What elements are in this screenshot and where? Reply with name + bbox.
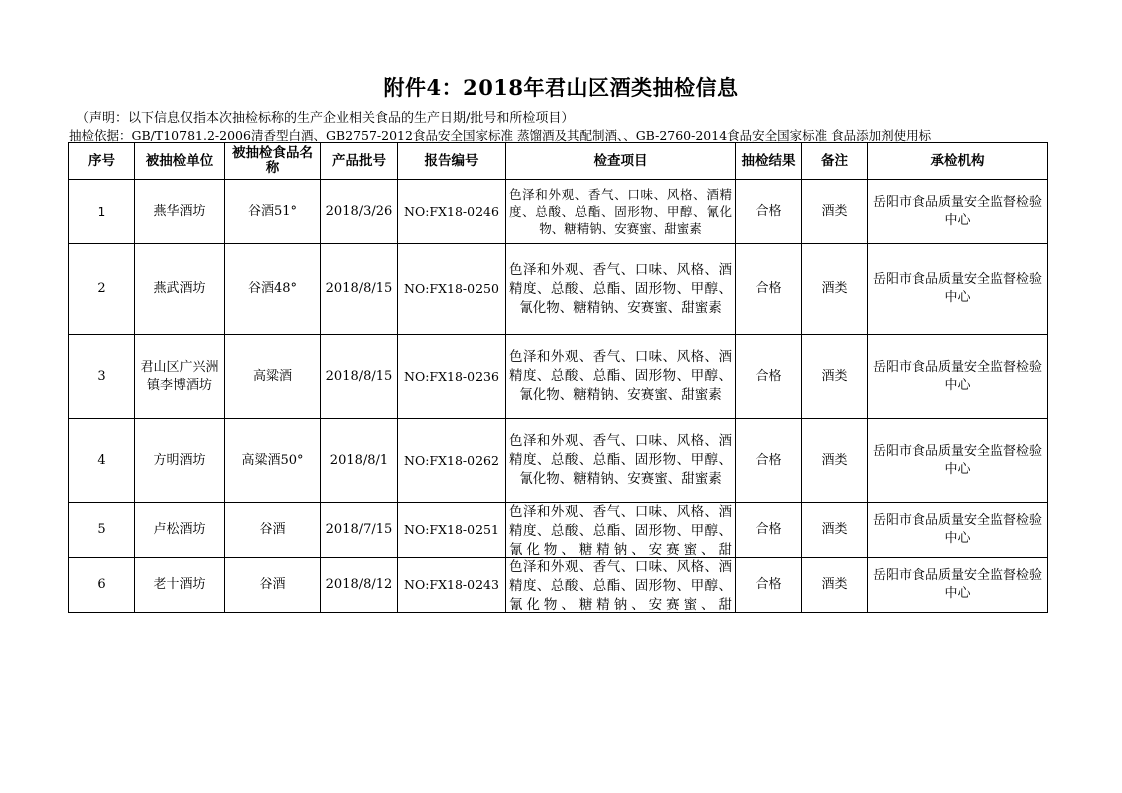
items-text: 色泽和外观、香气、口味、风格、酒精度、总酸、总酯、固形物、甲醇、氰化物、糖精钠、安赛蜜、甜蜜素 [509, 349, 732, 403]
cell-no: 6 [69, 558, 135, 613]
cell-report: NO:FX18-0262 [398, 419, 506, 503]
table-row [69, 503, 1048, 558]
cell-items [506, 244, 736, 335]
cell-lab: 岳阳市食品质量安全监督检验中心 [868, 419, 1048, 503]
cell-lab: 岳阳市食品质量安全监督检验中心 [868, 180, 1048, 244]
table-row [69, 419, 1048, 503]
cell-food: 谷酒 [225, 558, 321, 613]
cell-batch: 2018/8/15 [321, 244, 398, 335]
cell-result: 合格 [736, 558, 802, 613]
header-note: 备注 [802, 143, 868, 180]
header-batch: 产品批号 [321, 143, 398, 180]
cell-batch: 2018/3/26 [321, 180, 398, 244]
cell-report: NO:FX18-0243 [398, 558, 506, 613]
cell-note: 酒类 [802, 558, 868, 613]
cell-items [506, 335, 736, 419]
cell-batch: 2018/8/15 [321, 335, 398, 419]
cell-food: 谷酒48° [225, 244, 321, 335]
cell-batch: 2018/8/1 [321, 419, 398, 503]
cell-result: 合格 [736, 503, 802, 558]
table-row [69, 335, 1048, 419]
cell-lab: 岳阳市食品质量安全监督检验中心 [868, 558, 1048, 613]
items-text: 色泽和外观、香气、口味、风格、酒精度、总酸、总酯、固形物、甲醇、氰化物、糖精钠、安赛蜜、甜 [509, 559, 732, 612]
cell-report: NO:FX18-0246 [398, 180, 506, 244]
page-title: 附件4：2018年君山区酒类抽检信息 [383, 75, 739, 100]
inspection-table [68, 142, 1048, 613]
items-text: 色泽和外观、香气、口味、风格、酒精度、总酸、总酯、固形物、甲醇、氰化物、糖精钠、安赛蜜、甜蜜素 [509, 433, 732, 487]
header-unit: 被抽检单位 [135, 143, 225, 180]
cell-note: 酒类 [802, 180, 868, 244]
inspection-basis: 抽检依据：GB/T10781.2-2006清香型白酒、GB2757-2012食品安全国家标准 蒸馏酒及其配制酒、、GB-2760-2014食品安全国家标准 食品添加剂使用标 [69, 128, 932, 143]
cell-unit: 燕武酒坊 [135, 244, 225, 335]
header-no: 序号 [69, 143, 135, 180]
cell-food: 谷酒 [225, 503, 321, 558]
table-header-row [69, 143, 1048, 180]
cell-food: 高粱酒50° [225, 419, 321, 503]
cell-no: 2 [69, 244, 135, 335]
table-row [69, 244, 1048, 335]
items-text: 色泽和外观、香气、口味、风格、酒精度、总酸、总酯、固形物、甲醇、氰化物、糖精钠、安赛蜜、甜蜜素 [509, 187, 732, 236]
cell-items [506, 180, 736, 244]
header-report: 报告编号 [398, 143, 506, 180]
cell-result: 合格 [736, 244, 802, 335]
cell-no: 4 [69, 419, 135, 503]
cell-no: 5 [69, 503, 135, 558]
cell-items [506, 558, 736, 613]
items-text: 色泽和外观、香气、口味、风格、酒精度、总酸、总酯、固形物、甲醇、氰化物、糖精钠、安赛蜜、甜 [509, 504, 732, 557]
cell-note: 酒类 [802, 503, 868, 558]
cell-note: 酒类 [802, 244, 868, 335]
cell-report: NO:FX18-0250 [398, 244, 506, 335]
cell-no: 3 [69, 335, 135, 419]
cell-report: NO:FX18-0251 [398, 503, 506, 558]
cell-unit: 卢松酒坊 [135, 503, 225, 558]
cell-result: 合格 [736, 180, 802, 244]
header-lab: 承检机构 [868, 143, 1048, 180]
header-food: 被抽检食品名称 [225, 143, 321, 180]
header-items: 检查项目 [506, 143, 736, 180]
cell-lab: 岳阳市食品质量安全监督检验中心 [868, 244, 1048, 335]
cell-report: NO:FX18-0236 [398, 335, 506, 419]
cell-food: 谷酒51° [225, 180, 321, 244]
cell-result: 合格 [736, 335, 802, 419]
cell-unit: 燕华酒坊 [135, 180, 225, 244]
items-text: 色泽和外观、香气、口味、风格、酒精度、总酸、总酯、固形物、甲醇、氰化物、糖精钠、安赛蜜、甜蜜素 [509, 261, 732, 316]
cell-items [506, 503, 736, 558]
cell-batch: 2018/7/15 [321, 503, 398, 558]
cell-lab: 岳阳市食品质量安全监督检验中心 [868, 335, 1048, 419]
statement-note: （声明：以下信息仅指本次抽检标称的生产企业相关食品的生产日期/批号和所检项目） [76, 111, 575, 126]
cell-unit: 君山区广兴洲镇李博酒坊 [135, 335, 225, 419]
cell-batch: 2018/8/12 [321, 558, 398, 613]
cell-lab: 岳阳市食品质量安全监督检验中心 [868, 503, 1048, 558]
cell-unit: 老十酒坊 [135, 558, 225, 613]
cell-food: 高粱酒 [225, 335, 321, 419]
cell-note: 酒类 [802, 419, 868, 503]
cell-note: 酒类 [802, 335, 868, 419]
header-result: 抽检结果 [736, 143, 802, 180]
cell-unit: 方明酒坊 [135, 419, 225, 503]
cell-no: 1 [69, 180, 135, 244]
table-row [69, 558, 1048, 613]
cell-items [506, 419, 736, 503]
table-row [69, 180, 1048, 244]
cell-result: 合格 [736, 419, 802, 503]
